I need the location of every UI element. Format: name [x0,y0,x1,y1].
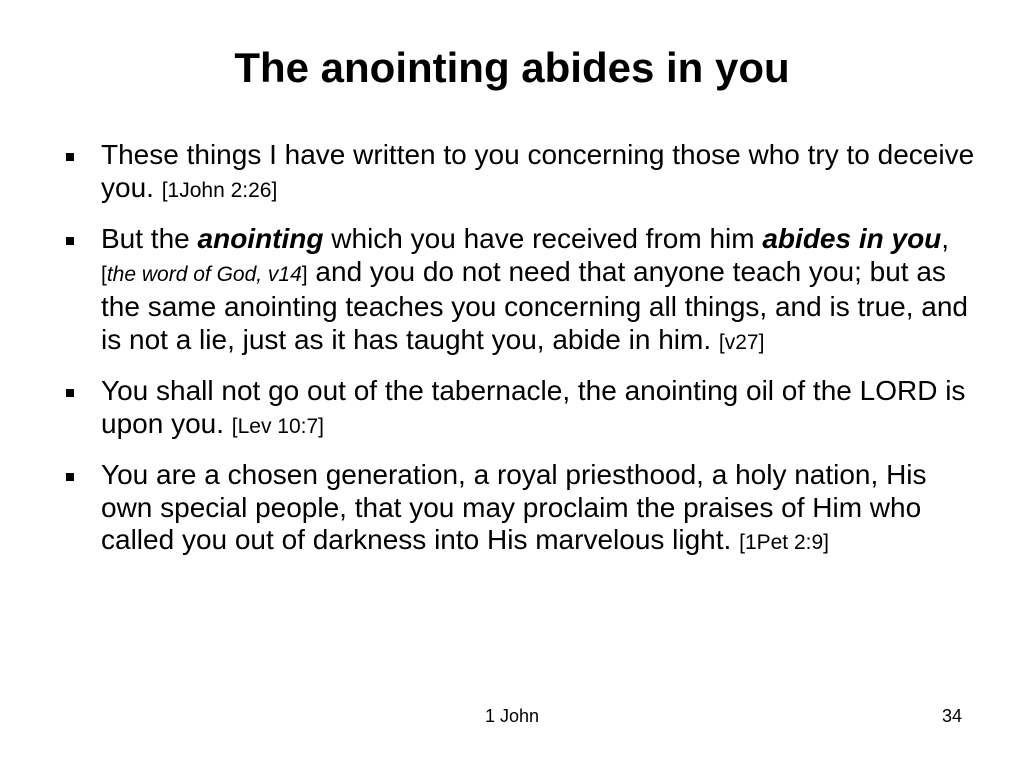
scripture-reference: [v27] [718,330,765,354]
scripture-reference: [1John 2:26] [161,178,278,202]
annotation-note: the word of God, v14 [106,262,302,286]
square-bullet-icon [66,237,74,245]
square-bullet-icon [66,473,74,481]
bullet-text: But the [101,223,190,254]
bullet-item [64,459,984,560]
annotation-open-bracket: [ [101,262,107,286]
emphasis-text: abides in you [762,223,942,254]
footer-title: 1 John [484,706,540,726]
bullet-list [64,139,984,576]
bullet-item [64,223,984,359]
page-number: 34 [941,706,962,726]
scripture-reference: [1Pet 2:9] [739,531,830,554]
bullet-item [64,139,984,207]
scripture-reference: [Lev 10:7] [231,414,325,438]
bullet-text: You are a chosen generation, a royal priesthood, a holy nation, His own special people, that you may proclaim the praises of Him who called you out of darkness into His marvelous light. [101,459,927,555]
emphasis-text: anointing [197,223,324,254]
bullet-text: which you have received from him [331,223,755,254]
bullet-text: These things I have written to you concerning those who try to deceive you. [101,139,975,203]
bullet-text: and you do not need that anyone teach you; but as the same anointing teaches you concerning all things, and is true, and is not a lie, just as it has taught you, abide in him. [101,255,969,355]
slide-title: The anointing abides in you [234,44,790,91]
square-bullet-icon [66,389,74,397]
bullet-item [64,375,984,443]
bullet-text: You shall not go out of the tabernacle, the anointing oil of the LORD is upon you. [101,375,966,439]
square-bullet-icon [66,153,74,161]
punctuation: , [941,223,950,254]
annotation-close-bracket: ] [301,262,308,286]
